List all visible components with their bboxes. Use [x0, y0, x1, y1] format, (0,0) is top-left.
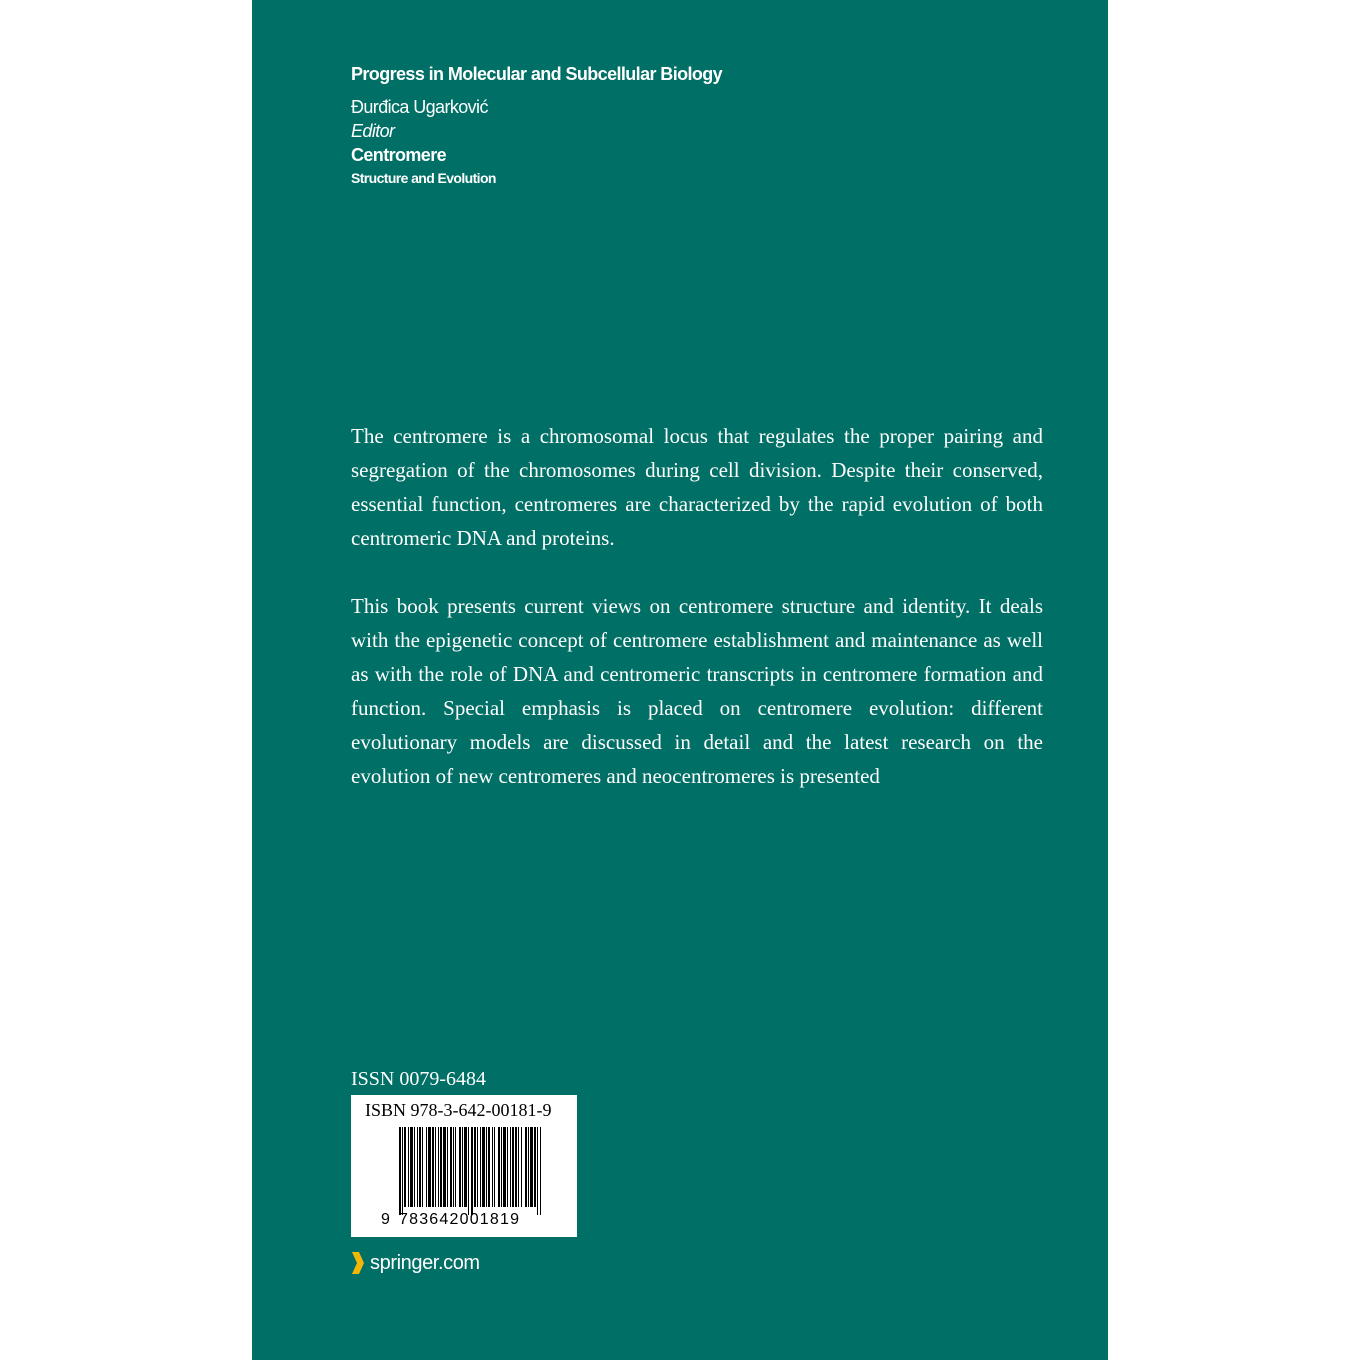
barcode-bar	[477, 1127, 478, 1207]
barcode-bar	[492, 1127, 493, 1207]
barcode-bar	[419, 1127, 421, 1207]
barcode-bar	[462, 1127, 463, 1207]
barcode-bar	[432, 1127, 434, 1207]
barcode-image	[399, 1127, 545, 1215]
barcode-bar	[464, 1127, 467, 1207]
issn-label: ISSN 0079-6484	[351, 1068, 487, 1090]
barcode-bar	[410, 1127, 413, 1207]
barcode-bar	[503, 1127, 506, 1207]
isbn-label: ISBN 978-3-642-00181-9	[365, 1100, 552, 1120]
barcode-bar	[507, 1127, 508, 1207]
barcode-bar	[422, 1127, 423, 1207]
barcode-bar	[528, 1127, 529, 1207]
barcode-bar	[426, 1127, 427, 1207]
barcode-bar	[486, 1127, 487, 1207]
barcode-bar	[530, 1127, 533, 1207]
barcode-bar	[428, 1127, 431, 1207]
editor-name: Đurđica Ugarković	[351, 97, 488, 117]
book-title: Centromere	[351, 145, 447, 165]
barcode-bar	[474, 1127, 476, 1207]
barcode-bar	[521, 1127, 522, 1207]
barcode-number: 783642001819	[399, 1211, 521, 1228]
barcode-bar	[501, 1127, 502, 1207]
barcode-bar	[525, 1127, 527, 1207]
chevron-right-icon	[351, 1251, 365, 1275]
barcode-bar	[482, 1127, 485, 1207]
barcode-bar	[455, 1127, 456, 1207]
barcode-bar	[438, 1127, 439, 1207]
barcode-bar	[440, 1127, 442, 1207]
barcode-bar	[447, 1127, 448, 1207]
barcode-bar	[417, 1127, 418, 1207]
barcode-bar	[480, 1127, 481, 1207]
description-paragraph-1: The centromere is a chromosomal locus that regulates the proper pairing and segregation of the chromosomes during cell division. Despite their conserved, essential function, centromeres are characterized by the rapid evolution of both centromeric DNA and proteins.	[351, 424, 1043, 550]
barcode-bar	[443, 1127, 446, 1207]
barcode-panel	[351, 1095, 577, 1237]
barcode-bar	[399, 1127, 401, 1215]
barcode-bar	[468, 1127, 469, 1215]
series-title: Progress in Molecular and Subcellular Biology	[351, 64, 723, 84]
barcode-bar	[498, 1127, 500, 1207]
barcode-bar	[537, 1127, 538, 1215]
barcode-bar	[435, 1127, 436, 1207]
barcode-digits	[381, 1211, 520, 1229]
barcode-bar	[402, 1127, 403, 1215]
book-subtitle: Structure and Evolution	[351, 170, 496, 186]
barcode-bar	[471, 1127, 473, 1215]
barcode-bar	[510, 1127, 511, 1207]
barcode-bar	[512, 1127, 514, 1207]
cover-header	[351, 62, 722, 189]
barcode-bar	[450, 1127, 452, 1207]
book-back-cover	[252, 0, 1108, 1360]
barcode-first-digit: 9	[381, 1211, 390, 1228]
barcode-bar	[408, 1127, 409, 1207]
description-paragraph-2: This book presents current views on centromere structure and identity. It deals with the epigenetic concept of centromere establishment and maintenance as well as with the role of DNA and centromeric transcripts in centromere formation and function. Special emphasis is placed on centromere evolution: different evolutionary models are discussed in detail and the latest research on the evolution of new centromeres and neocentromeres is presented	[351, 594, 1043, 788]
barcode-bar	[534, 1127, 536, 1207]
barcode-bar	[494, 1127, 495, 1207]
publisher-website: springer.com	[370, 1251, 480, 1274]
barcode-bar	[515, 1127, 517, 1207]
barcode-bar	[488, 1127, 490, 1207]
barcode-bar	[459, 1127, 461, 1207]
book-description	[351, 419, 1043, 827]
barcode-bar	[404, 1127, 406, 1207]
editor-role: Editor	[351, 121, 395, 141]
barcode-bar	[518, 1127, 519, 1207]
barcode-bar	[414, 1127, 415, 1207]
barcode-bar	[453, 1127, 454, 1207]
barcode-bar	[540, 1127, 541, 1215]
publisher-link[interactable]	[351, 1249, 480, 1277]
